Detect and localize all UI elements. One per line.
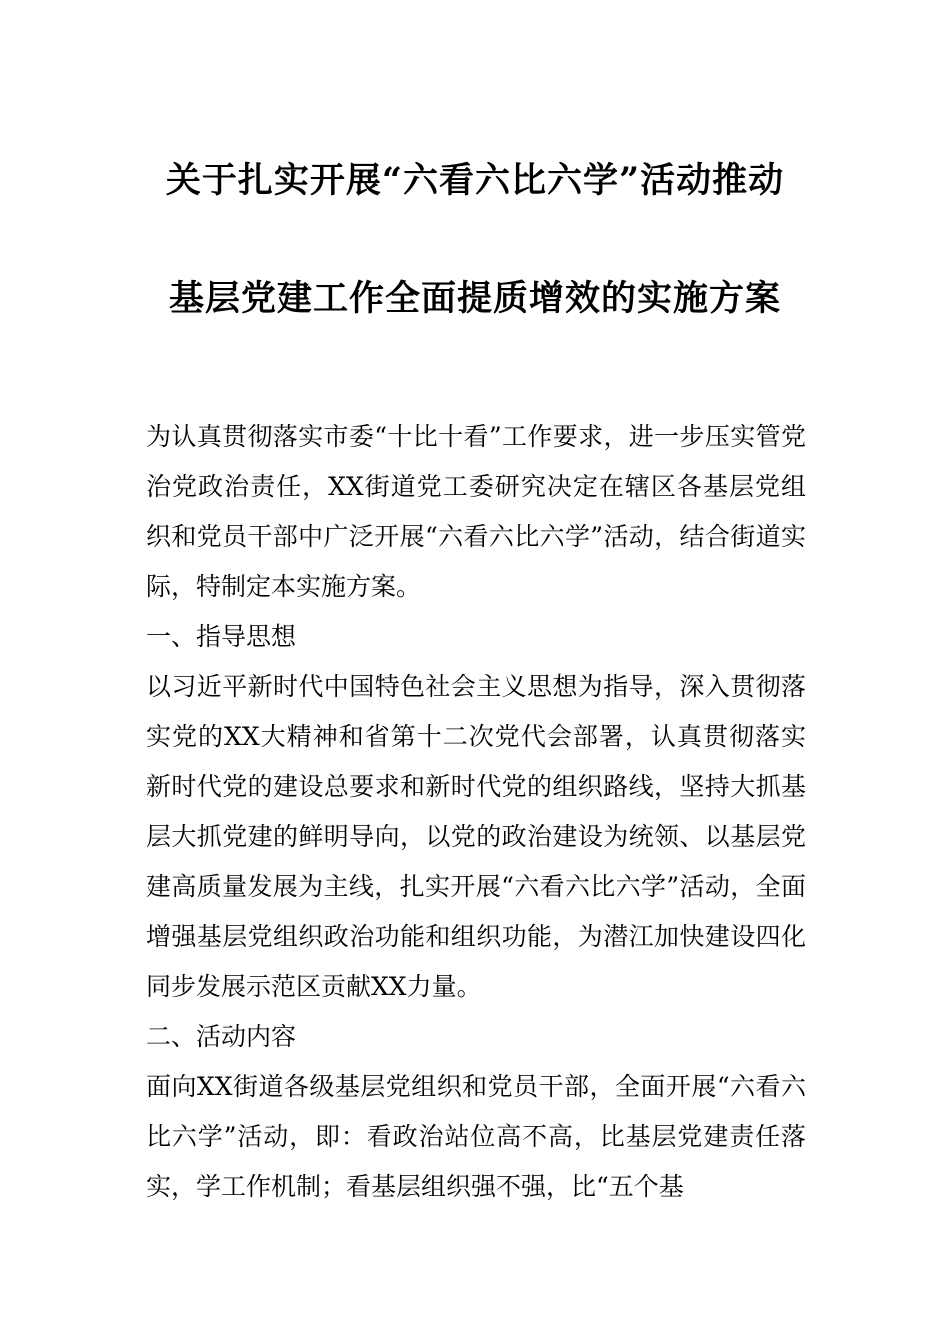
section-1-paragraph: 以习近平新时代中国特色社会主义思想为指导，深入贯彻落实党的XX大精神和省第十二次党代会部署，认真贯彻落实新时代党的建设总要求和新时代党的组织路线，坚持大抓基层大抓党建的鲜明导向，以党的政治建设为统领、以基层党建高质量发展为主线，扎实开展“六看六比六学”活动，全面增强基层党组织政治功能和组织功能，为潜江加快建设四化同步发展示范区贡献XX力量。 (146, 672, 806, 1001)
document-title-line-1: 关于扎实开展“六看六比六学”活动推动 (165, 160, 785, 201)
section-1-heading: 一、指导思想 (146, 622, 297, 651)
section-2-paragraph: 面向XX街道各级基层党组织和党员干部，全面开展“六看六比六学”活动，即：看政治站位高不高，比基层党建责任落实，学工作机制；看基层组织强不强，比“五个基 (146, 1072, 806, 1201)
intro-paragraph: 为认真贯彻落实市委“十比十看”工作要求，进一步压实管党治党政治责任，XX街道党工委研究决定在辖区各基层党组织和党员干部中广泛开展“六看六比六学”活动，结合街道实际，特制定本实施方案。 (146, 422, 806, 601)
section-2-heading: 二、活动内容 (146, 1022, 297, 1051)
document-body (146, 412, 806, 1212)
document-title-line-2: 基层党建工作全面提质增效的实施方案 (168, 278, 781, 319)
